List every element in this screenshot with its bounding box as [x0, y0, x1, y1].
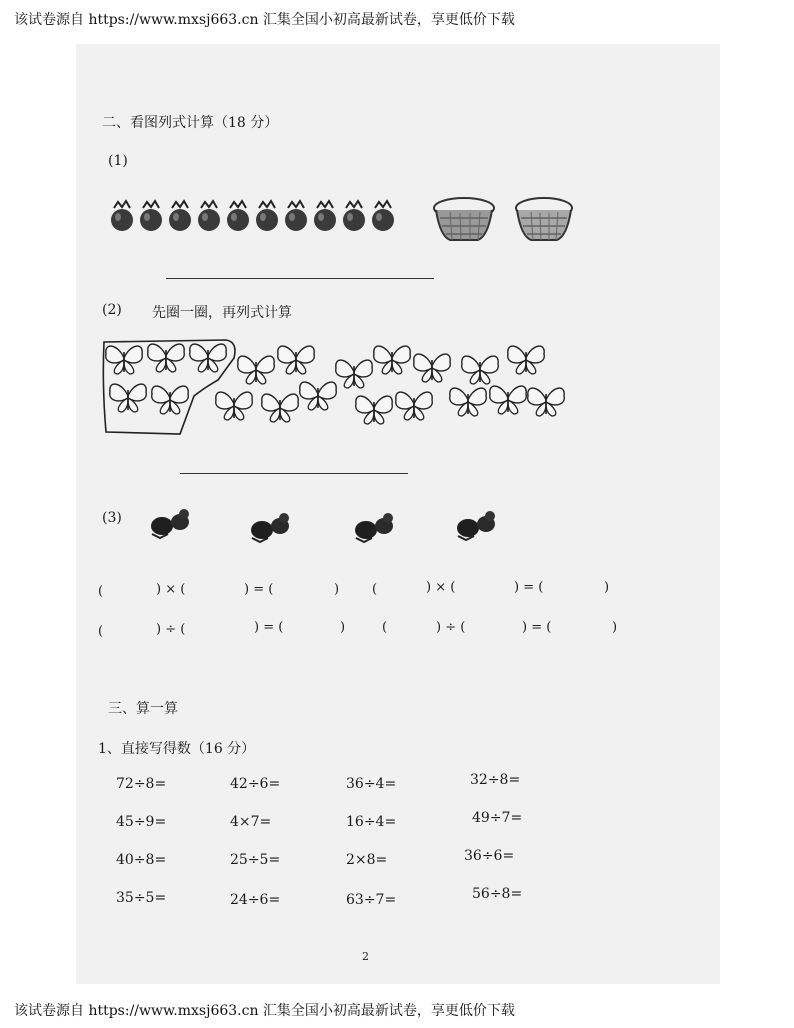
operator-divide: ) ÷ (	[156, 622, 186, 637]
problem-r1c4: 32÷8=	[470, 772, 521, 788]
bird-icon	[355, 513, 393, 542]
section3-title: 三、算一算	[108, 701, 178, 717]
problem-r2c2: 4×7=	[230, 814, 272, 830]
paren-close: )	[612, 620, 618, 635]
paren-open: (	[98, 584, 104, 599]
paren-close: )	[340, 620, 346, 635]
operator-equals: ) = (	[254, 620, 284, 635]
paren-close: )	[604, 580, 610, 595]
operator-equals: ) = (	[514, 580, 544, 595]
problem-r4c1: 35÷5=	[116, 890, 167, 906]
problem-r3c2: 25÷5=	[230, 852, 281, 868]
q2-label: (2)	[102, 302, 122, 318]
operator-times: ) × (	[156, 582, 186, 597]
operator-equals: ) = (	[522, 620, 552, 635]
paren-open: (	[372, 582, 378, 597]
problem-r2c1: 45÷9=	[116, 814, 167, 830]
paren-open: (	[382, 620, 388, 635]
paren-open: (	[98, 624, 104, 639]
source-footer: 该试卷源自 https://www.mxsj663.cn 汇集全国小初高最新试卷，享更低价下载	[14, 1003, 515, 1019]
operator-times: ) × (	[426, 580, 456, 595]
operator-equals: ) = (	[244, 582, 274, 597]
problem-r2c4: 49÷7=	[472, 810, 523, 826]
source-header: 该试卷源自 https://www.mxsj663.cn 汇集全国小初高最新试卷，享更低价下载	[14, 12, 515, 28]
bird-icon	[457, 511, 495, 540]
problem-r3c4: 36÷6=	[464, 848, 515, 864]
paren-close: )	[334, 582, 340, 597]
problem-r3c1: 40÷8=	[116, 852, 167, 868]
section2-title: 二、看图列式计算（18 分）	[102, 115, 279, 131]
problem-r1c3: 36÷4=	[346, 776, 397, 792]
bird-icon	[151, 509, 189, 538]
bird-icon	[251, 513, 289, 542]
q2-instruction: 先圈一圈，再列式计算	[152, 305, 292, 321]
problem-r3c3: 2×8=	[346, 852, 388, 868]
problem-r4c4: 56÷8=	[472, 886, 523, 902]
page-number: 2	[362, 950, 369, 963]
q1-label: (1)	[108, 153, 128, 169]
section3-sub1-title: 1、直接写得数（16 分）	[98, 741, 256, 757]
problem-r1c2: 42÷6=	[230, 776, 281, 792]
q3-label: (3)	[102, 510, 122, 526]
problem-r2c3: 16÷4=	[346, 814, 397, 830]
operator-divide: ) ÷ (	[436, 620, 466, 635]
problem-r1c1: 72÷8=	[116, 776, 167, 792]
problem-r4c2: 24÷6=	[230, 892, 281, 908]
problem-r4c3: 63÷7=	[346, 892, 397, 908]
